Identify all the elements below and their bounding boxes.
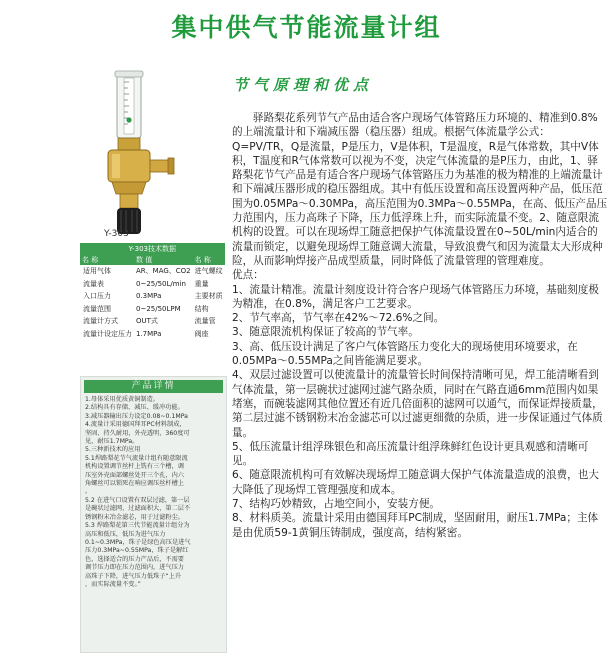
advantages-label: 优点：	[232, 269, 264, 282]
spec-row	[80, 290, 225, 303]
intro-paragraph: 驿路梨花系列节气产品由适合客户现场气体管路压力环境的、精准到0.8%的上端流量计和下端减压器（稳压器）组成。根据气体流量学公式：Q=PV/TR，Q是流量，P是压力，V是体积，T是温度，R是气体常数，其中V体积，T温度和R气体常数可以视为不变，决定气体流量的是P压力，由此，1、驿路梨花节气产品是有适合客户现场气体管路压力为基准的极为精准的上端流量计和下端减压器形成的稳压器组成。其中有低压设置和高压设置两种产品，低压范围为0.05MPa～0.30MPa，高压范围为0.3MPa～0.55MPa，在高、低压产品压力范围内，压力高珠子下降，压力低浮珠上升，而实际流量不变。2、随意限流机构的设置。可以在现场焊工随意把保护气体流量设置在0~50L/min内适合的流量而锁定，以避免现场焊工随意调大流量，导致浪费气和因为流量太大形成种险，从而影响焊接产品成型质量，同时降低了流量管理的管理难度。	[232, 112, 608, 267]
advantage-item: 3、高、低压设计满足了客户气体管路压力变化大的现场使用环境要求，在0.05MPa～0.55MPa之间皆能满足要求。	[232, 340, 578, 368]
details-line: 压室外壳面部螺丝处开三个孔，内六	[85, 471, 184, 479]
details-line: 压力0.3MPa~0.55MPa，珠子是解红	[85, 547, 189, 555]
spec-cell: 进气螺纹	[194, 267, 223, 276]
details-line: 5.2 在进气口设置有双层过滤，第一层	[85, 496, 190, 504]
details-line: 调节压力即在压力范围内，进气压力	[85, 564, 184, 572]
spec-cell: 流量表	[83, 279, 104, 288]
spec-row	[80, 303, 225, 316]
spec-cell: 阀座	[194, 329, 209, 338]
details-line: 4.流量计采用德国拜耳PC材料制成，	[85, 421, 186, 429]
details-line: 2.结构具有存储、减压、缓冲功能。	[85, 404, 184, 412]
spec-row	[80, 265, 225, 278]
product-details-list	[81, 396, 226, 589]
spec-cell: 1.7MPa	[136, 329, 162, 338]
spec-table	[80, 243, 225, 340]
product-details-header: 产品详情	[84, 380, 223, 393]
spec-cell: 流量计设定压力	[83, 329, 132, 338]
spec-table-caption: Y-303技术数据	[80, 243, 225, 254]
spec-cell: 入口压力	[83, 292, 111, 301]
page-title: 集中供气节能流量计组	[171, 13, 442, 42]
advantage-item: 7、结构巧妙精致，占地空间小，安装方便。	[232, 498, 441, 511]
section-heading: 节气原理和优点	[233, 76, 374, 94]
details-line: 5.3 焊路梨花第三代节能流量计组分为	[85, 522, 190, 530]
principle-body	[232, 111, 608, 540]
details-line: 锈钢粉末冶金滤芯，用于过滤粉尘。	[85, 513, 184, 521]
spec-row	[80, 328, 225, 341]
details-line: 1.母体采用优质黄铜制造。	[85, 396, 159, 403]
details-line: 。	[85, 488, 92, 496]
spec-row	[80, 315, 225, 328]
details-line: 0.1~0.3MPa，珠子是绿色高压是进气	[85, 538, 191, 546]
advantage-item: 5、低压流量计组浮珠银色和高压流量计组浮珠鲜红色设计更具观感和清晰可见。	[232, 440, 589, 468]
details-line: 坚固、持久耐用，外壳透明，360度可	[85, 429, 190, 437]
spec-cell: 流量管	[194, 317, 216, 326]
details-line: 机构设置调节丝杆上铣有三个槽，调	[85, 463, 184, 471]
spec-cell: 0~25/50LPM	[136, 304, 181, 313]
details-line: 见，耐压1.7MPa。	[85, 438, 139, 446]
spec-cell: AR、MAG、CO2	[136, 267, 191, 276]
details-line: 是碗状过滤网，过滤面积大，第二层不	[85, 505, 191, 513]
advantage-item: 4、双层过滤设置可以使流量计的流量管长时间保持清晰可见，焊工能清晰看到气体流量，第一层碗状过滤网过滤气路杂质，同时在气路直通6mm范围内如果堵塞，而碗装滤网其他位置还有近几倍面积的滤网可以通气，而保证焊接质量，第二层过滤不锈钢粉末冶金滤芯可以过滤更细微的杂质，进一步保证通过气体质量。	[232, 369, 603, 439]
spec-row	[80, 278, 225, 291]
details-line: 5.三种新技术的应用	[85, 446, 141, 454]
details-line: ，而实际流量不变。”	[85, 580, 141, 588]
advantage-item: 2、节气率高，节气率在42%～72.6%之间。	[232, 312, 445, 325]
details-line: 高压和低压，低压为进气压力	[85, 530, 166, 538]
spec-header: 名 称	[80, 254, 134, 265]
advantage-item: 6、随意限流机构可有效解决现场焊工随意调大保护气体流量造成的浪费，也大大降低了现场焊工管理强度和成本。	[232, 469, 599, 496]
spec-cell: 结构	[194, 304, 209, 313]
spec-header: 名 称	[193, 254, 225, 265]
details-line: 高珠子下降，进气压力低珠子“上升	[85, 572, 182, 580]
spec-cell: OUT式	[136, 317, 158, 326]
spec-cell: 流量计方式	[83, 317, 118, 326]
spec-cell: 重量	[194, 279, 209, 288]
spec-cell: 流量范围	[83, 304, 111, 313]
details-line: 色，选择适合的压力产品后，不需要	[85, 555, 184, 563]
spec-header: 数 值	[134, 254, 193, 265]
details-line: 3.减压器输出压力设定0.08~0.1MPa	[85, 412, 188, 420]
advantage-item: 3、随意限流机构保证了较高的节气率。	[232, 326, 419, 339]
spec-cell: 0.3MPa	[136, 292, 162, 301]
spec-cell: 适用气体	[83, 267, 111, 276]
product-details-panel	[80, 376, 227, 653]
advantage-item: 1、流量计精准。流量计刻度设计符合客户现场气体管路压力环境，基础刻度极为精准，在0.8%，满足客户工艺要求。	[232, 283, 599, 310]
spec-cell: 主要材质	[194, 292, 223, 301]
details-line: 5.1焊路梨花节气流量计组有随意限流	[85, 454, 188, 462]
advantage-item: 8、材料质美。流量计采用由德国拜耳PC制成，坚固耐用，耐压1.7MPa；主体是由优质59-1黄铜压铸制成，强度高，结构紧密。	[232, 512, 599, 539]
product-model-label: Y-303	[104, 229, 129, 239]
details-line: 角螺丝可以锁死在响应调压丝杆槽上	[85, 480, 184, 488]
spec-cell: 0~25/50L/min	[136, 279, 186, 288]
